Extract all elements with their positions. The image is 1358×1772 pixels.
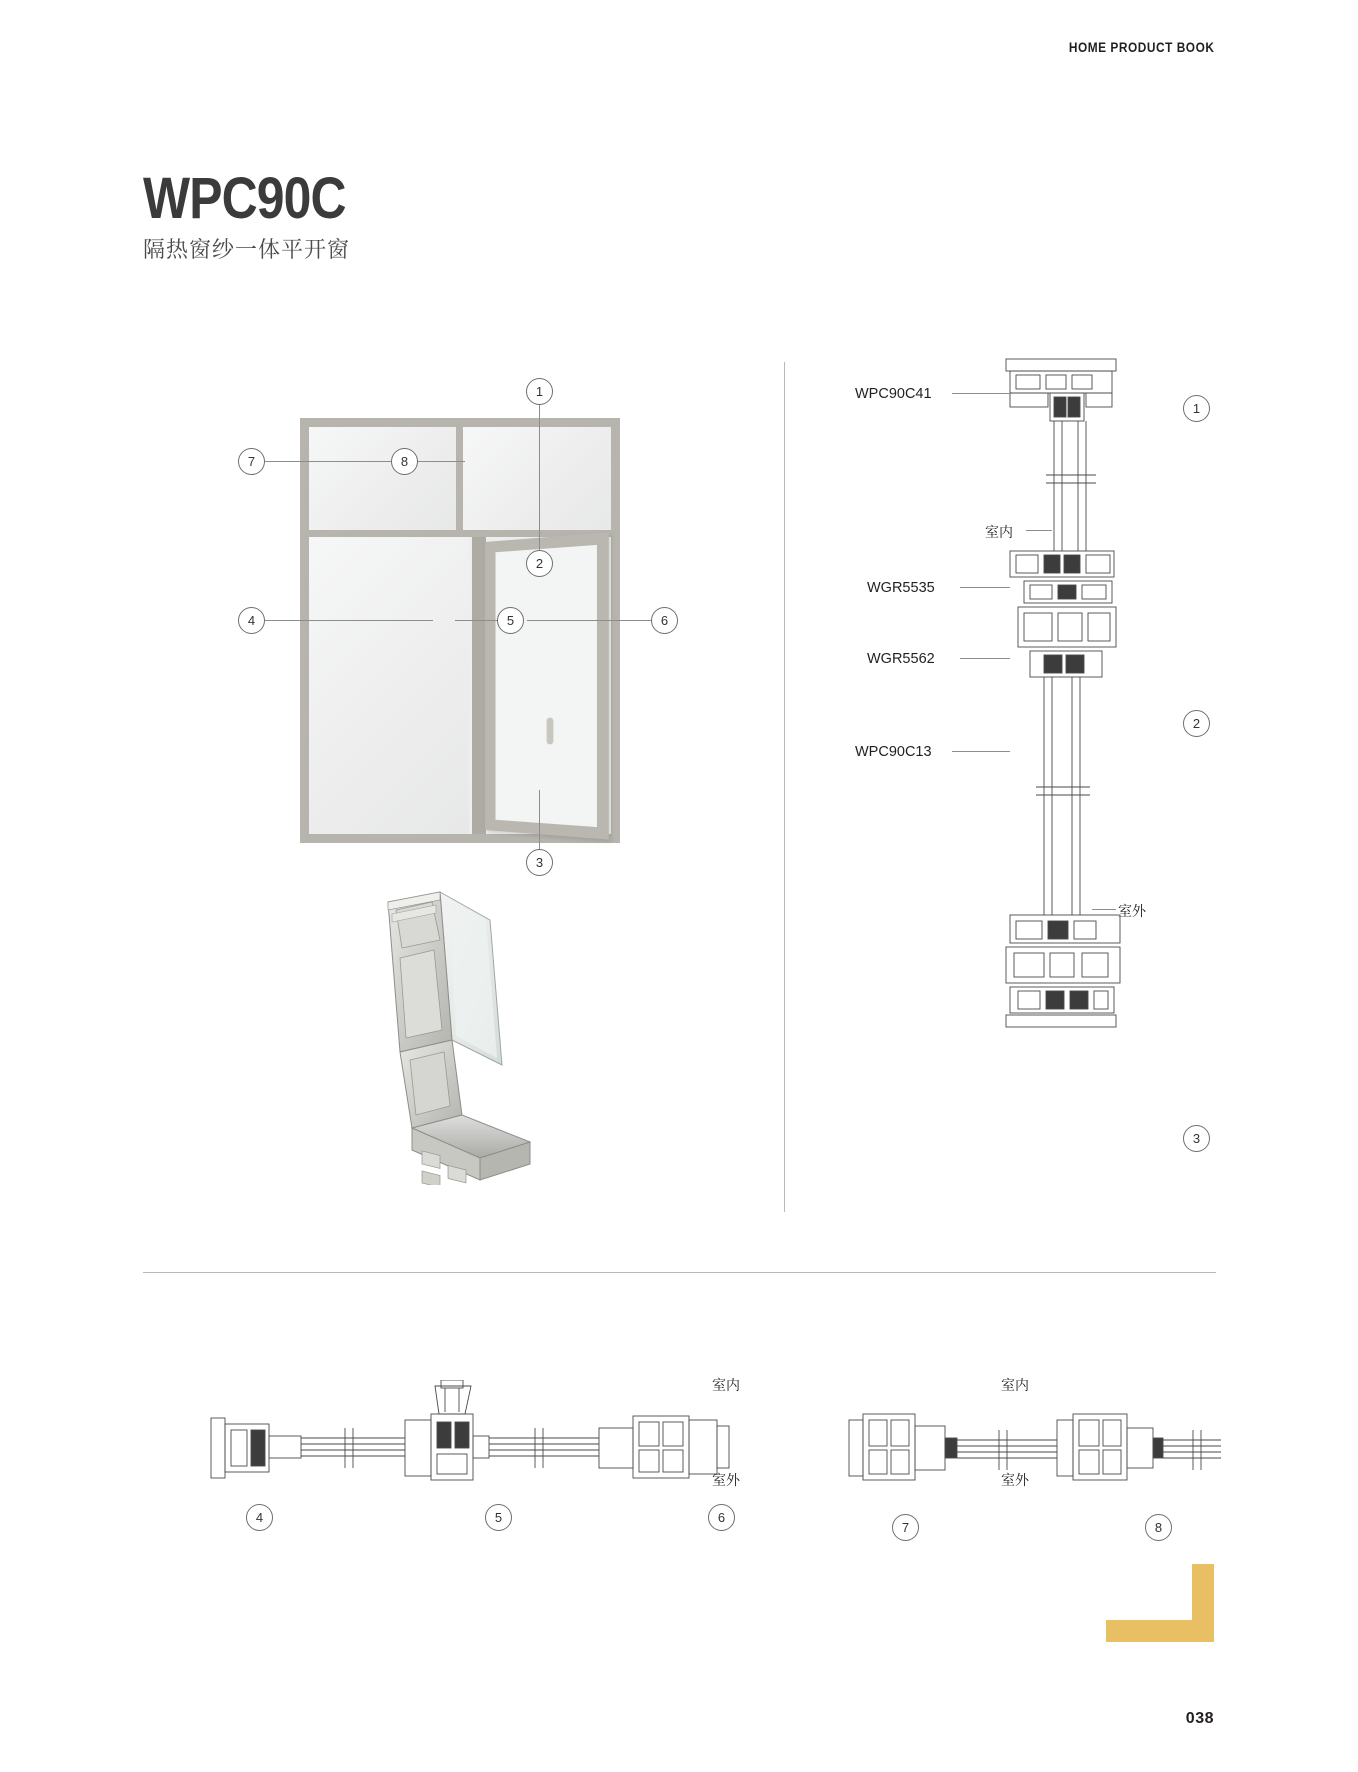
- page-subtitle: 隔热窗纱一体平开窗: [143, 238, 351, 264]
- header-book-label: HOME PRODUCT BOOK: [1068, 40, 1214, 55]
- callout-2: 2: [526, 550, 553, 577]
- bottom-callout-8: 8: [1145, 1514, 1172, 1541]
- label-outdoor-vertical: 室外: [1118, 904, 1146, 920]
- corner-accent-mark: [1106, 1564, 1214, 1642]
- leader-wpc90c41: [952, 393, 1012, 394]
- window-mullion: [456, 427, 463, 530]
- corner-accent-horizontal: [1106, 1620, 1214, 1642]
- corner-section-photo: [370, 880, 620, 1185]
- callout-8: 8: [391, 448, 418, 475]
- callout-3: 3: [526, 849, 553, 876]
- label-indoor-bottom-left: 室内: [712, 1378, 740, 1394]
- section-callout-1: 1: [1183, 395, 1210, 422]
- glass-top-left: [309, 427, 456, 530]
- sash-hinge-edge: [472, 537, 486, 834]
- leader-3: [539, 790, 540, 850]
- profile-code-wgr5562: WGR5562: [867, 651, 935, 667]
- leader-7: [265, 461, 465, 462]
- window-sash-open: [485, 532, 609, 839]
- profile-code-wpc90c13: WPC90C13: [855, 744, 932, 760]
- bottom-callout-6: 6: [708, 1504, 735, 1531]
- callout-7: 7: [238, 448, 265, 475]
- vertical-divider: [784, 362, 785, 1212]
- leader-1: [539, 392, 540, 562]
- profile-sill: [1006, 915, 1120, 1027]
- horizontal-section-right: [845, 1390, 1225, 1500]
- label-indoor-bottom-right: 室内: [1001, 1378, 1029, 1394]
- label-indoor-vertical: 室内: [985, 525, 1013, 541]
- label-outdoor-bottom-right: 室外: [1001, 1473, 1029, 1489]
- window-illustration: [300, 418, 620, 843]
- callout-4: 4: [238, 607, 265, 634]
- callout-5: 5: [497, 607, 524, 634]
- leader-wgr5562: [960, 658, 1010, 659]
- leader-indoor-vertical: [1026, 530, 1052, 531]
- window-handle: [547, 718, 553, 744]
- horizontal-section-left: [205, 1380, 765, 1500]
- profile-code-wpc90c41: WPC90C41: [855, 386, 932, 402]
- horizontal-divider: [143, 1272, 1216, 1273]
- leader-wpc90c13: [952, 751, 1010, 752]
- callout-1: 1: [526, 378, 553, 405]
- profile-transom: [1010, 551, 1116, 677]
- page-title: WPC90C: [143, 166, 346, 231]
- glass-top-right: [463, 427, 611, 530]
- glass-bottom-left: [309, 537, 469, 834]
- profile-code-wgr5535: WGR5535: [867, 580, 935, 596]
- page-number: 038: [1185, 1710, 1214, 1727]
- leader-wgr5535: [960, 587, 1010, 588]
- leader-outdoor-vertical: [1092, 909, 1116, 910]
- section-callout-3: 3: [1183, 1125, 1210, 1152]
- leader-6: [527, 620, 657, 621]
- bottom-callout-7: 7: [892, 1514, 919, 1541]
- label-outdoor-bottom-left: 室外: [712, 1473, 740, 1489]
- bottom-callout-5: 5: [485, 1504, 512, 1531]
- vertical-section-drawing: [1000, 355, 1135, 1070]
- leader-4: [253, 620, 433, 621]
- profile-head: [1006, 359, 1116, 421]
- title-block: [143, 166, 379, 264]
- callout-6: 6: [651, 607, 678, 634]
- bottom-callout-4: 4: [246, 1504, 273, 1531]
- section-callout-2: 2: [1183, 710, 1210, 737]
